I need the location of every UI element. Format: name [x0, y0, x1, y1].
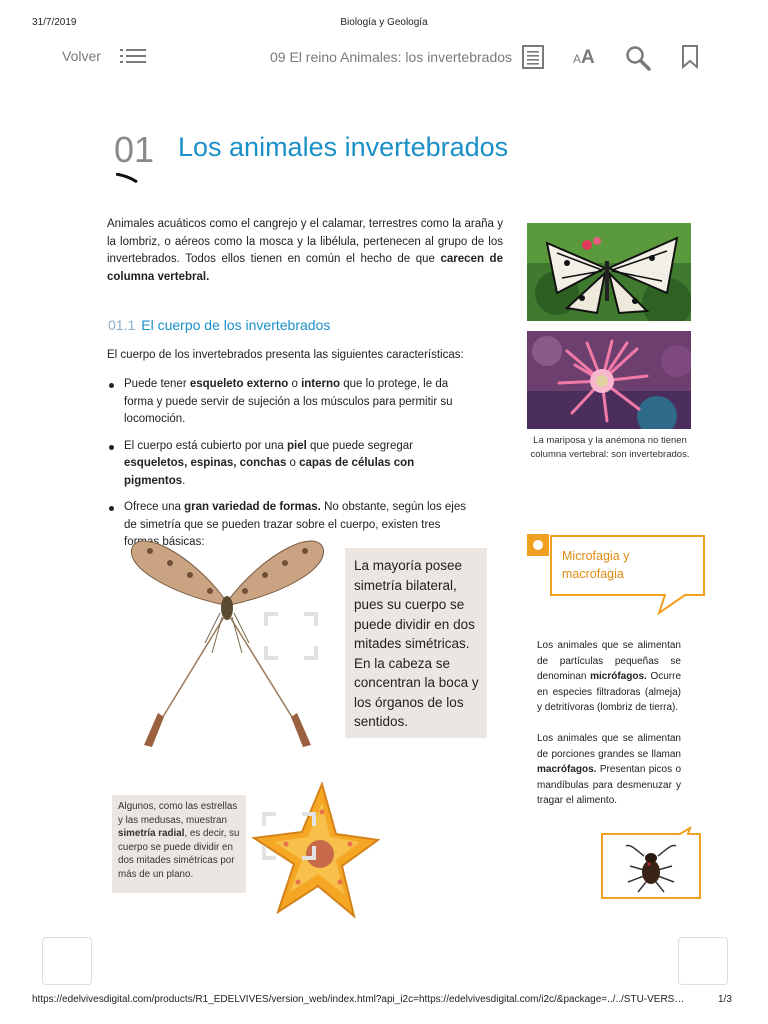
section-number: 01.1 [108, 317, 136, 333]
intro-paragraph [107, 216, 503, 286]
beetle-card [600, 826, 702, 900]
chapter-number: 01 [114, 129, 155, 170]
sidebar-paragraph-2: Los animales que se alimentan de porciones grandes se llaman macrófagos. Presentan picos o mandíbulas para desmenuzar y tragar el alimento. [537, 733, 681, 806]
section-heading [108, 317, 330, 333]
document-icon[interactable] [522, 45, 544, 69]
list-item: El cuerpo está cubierto por una piel que puede segregar esqueletos, espinas, conchas o capas de células con pigmentos. [106, 438, 476, 491]
bilateral-text: La mayoría posee simetría bilateral, pues su cuerpo se puede dividir en dos mitades simétricas. En la cabeza se concentran la boca y los órganos de los sentidos. [354, 558, 479, 729]
section-title: El cuerpo de los invertebrados [141, 317, 331, 333]
radial-info-box [112, 795, 246, 893]
list-item: Ofrece una gran variedad de formas. No obstante, según los ejes de simetría que se pueden trazar sobre el cuerpo, existen tres formas básicas: [106, 499, 476, 552]
font-size-large-label: A [581, 47, 595, 68]
font-size-small-label: A [573, 52, 582, 66]
symmetry-frame-icon [264, 612, 318, 660]
chapter-mark [116, 170, 138, 180]
bookmark-icon[interactable] [681, 45, 699, 69]
butterfly-photo [527, 223, 691, 321]
intro-bold: carecen de columna vertebral. [107, 253, 503, 283]
menu-icon[interactable] [120, 47, 146, 65]
anemone-photo [527, 331, 691, 429]
image-caption: La mariposa y la anémona no tienen columna vertebral: son invertebrados. [530, 435, 690, 460]
print-page-number: 1/3 [718, 994, 732, 1005]
print-url: https://edelvivesdigital.com/products/R1_EDELVIVES/version_web/index.html?api_i2c=https://edelvivesdigital.com/i2c/&package=../../STU-VERS… [32, 994, 685, 1005]
list-item: Puede tener esqueleto externo o interno que lo protege, le da forma y puede servir de sujeción a los músculos para permitir su locomoción. [106, 376, 476, 429]
radial-text: Algunos, como las estrellas y las medusas, muestran simetría radial, es decir, su cuerpo se puede dividir en dos mitades simétricas por más de un plano. [118, 801, 240, 880]
previous-page-button[interactable] [42, 937, 92, 985]
sidebar-paragraph-1: Los animales que se alimentan de partículas pequeñas se denominan micrófagos. Ocurre en especies filtradoras (almeja) y detritívoras (lombriz de tierra). [537, 640, 682, 713]
search-icon[interactable] [625, 45, 651, 71]
print-title: Biología y Geología [340, 17, 428, 28]
bilateral-info-box [345, 548, 487, 738]
font-size-control[interactable] [573, 47, 595, 69]
intro-text: Animales acuáticos como el cangrejo y el calamar, terrestres como la araña y la lombriz, o aéreos como la mosca y la libélula, pertenecen al grupo de los invertebrados. Todos ellos tienen en común el hecho de que [107, 218, 503, 265]
print-date: 31/7/2019 [32, 17, 77, 28]
next-page-button[interactable] [678, 937, 728, 985]
unit-title: 09 El reino Animales: los invertebrados [270, 49, 513, 65]
section-lead: El cuerpo de los invertebrados presenta las siguientes características: [107, 349, 464, 361]
back-button[interactable]: Volver [62, 48, 101, 64]
chapter-title: Los animales invertebrados [178, 132, 509, 162]
symmetry-frame-icon [262, 812, 316, 860]
callout-title: Microfagia y macrofagia [562, 549, 630, 581]
